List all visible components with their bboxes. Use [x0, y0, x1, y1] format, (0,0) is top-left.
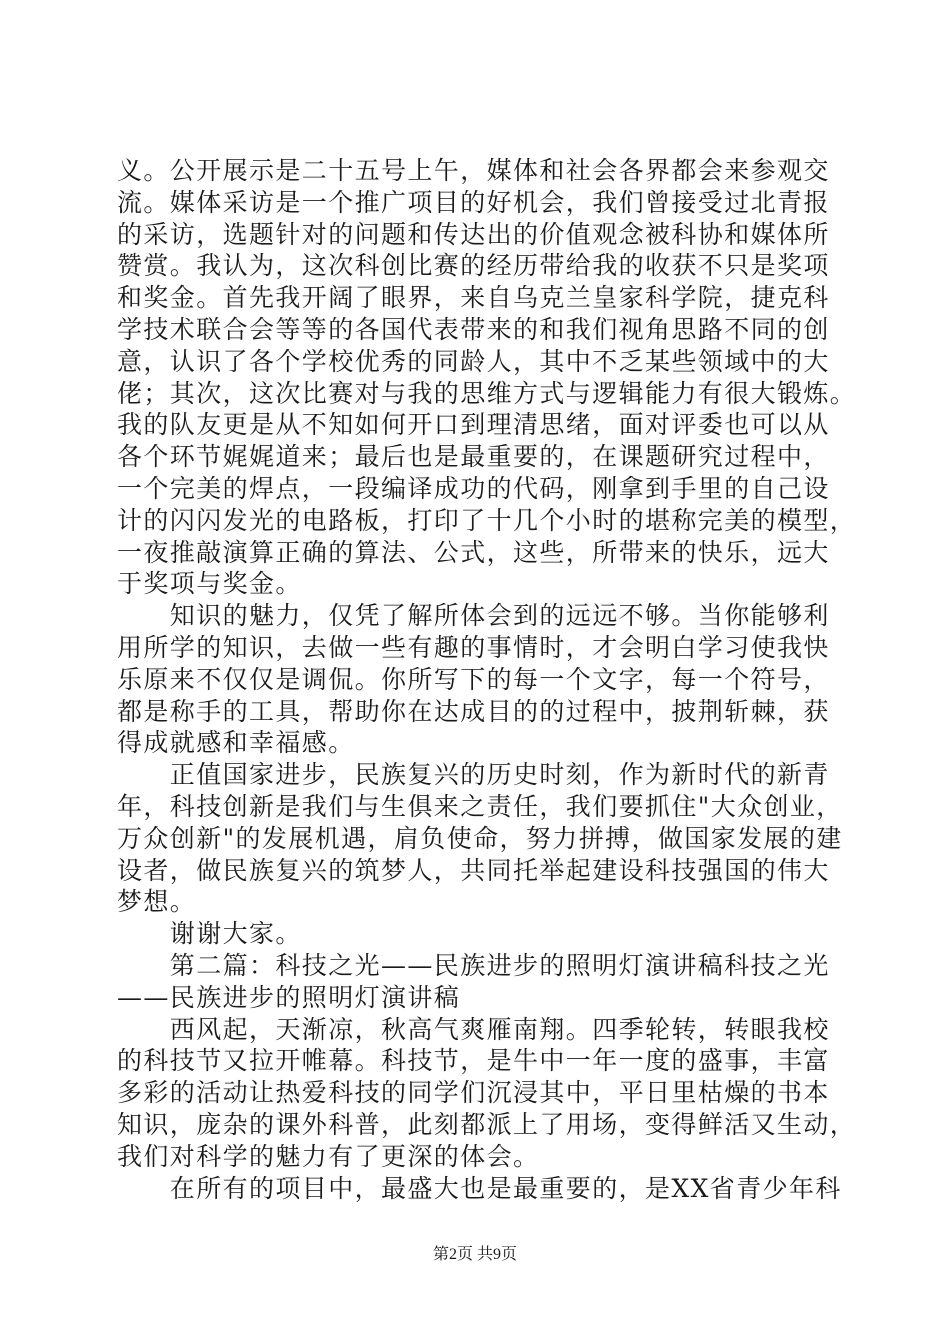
text-line: 得成就感和幸福感。 [117, 728, 355, 758]
text-line: 用所学的知识，去做一些有趣的事情时，才会明白学习使我快 [117, 632, 830, 662]
text-line: 各个环节娓娓道来；最后也是最重要的，在课题研究过程中， [117, 442, 830, 472]
page-footer [0, 1245, 950, 1265]
text-line: 知识，庞杂的课外科普，此刻都派上了用场，变得鲜活又生动， [117, 1109, 857, 1139]
text-line: 我们对科学的魅力有了更深的体会。 [117, 1141, 540, 1171]
text-line: 的采访，选题针对的问题和传达出的价值观念被科协和媒体所 [117, 219, 830, 249]
text-line: 一夜推敲演算正确的算法、公式，这些，所带来的快乐，远大 [117, 537, 830, 567]
body-text [117, 155, 857, 1204]
text-line: 万众创新"的发展机遇，肩负使命，努力拼搏，做国家发展的建 [117, 823, 843, 853]
text-line: 乐原来不仅仅是调侃。你所写下的每一个文字，每一个符号， [117, 664, 830, 694]
text-line: 正值国家进步，民族复兴的历史时刻，作为新时代的新青 [117, 760, 830, 790]
text-line: 梦想。 [117, 887, 197, 917]
text-line: 在所有的项目中，最盛大也是最重要的，是XX省青少年科 [117, 1173, 842, 1203]
text-line: 都是称手的工具，帮助你在达成目的的过程中，披荆斩棘，获 [117, 696, 830, 726]
section-heading-line: 第二篇：科技之光——民族进步的照明灯演讲稿科技之光 [117, 950, 830, 980]
text-line: 佬；其次，这次比赛对与我的思维方式与逻辑能力有很大锻炼。 [117, 378, 857, 408]
text-line: 多彩的活动让热爱科技的同学们沉浸其中，平日里枯燥的书本 [117, 1078, 830, 1108]
text-line: 意，认识了各个学校优秀的同龄人，其中不乏某些领域中的大 [117, 346, 830, 376]
text-line: 和奖金。首先我开阔了眼界，来自乌克兰皇家科学院，捷克科 [117, 283, 830, 313]
text-line: 西风起，天渐凉，秋高气爽雁南翔。四季轮转，转眼我校 [117, 1014, 830, 1044]
text-line: 一个完美的焊点，一段编译成功的代码，刚拿到手里的自己设 [117, 473, 830, 503]
section-heading-line: ——民族进步的照明灯演讲稿 [117, 982, 461, 1012]
text-line: 设者，做民族复兴的筑梦人，共同托举起建设科技强国的伟大 [117, 855, 830, 885]
text-line: 于奖项与奖金。 [117, 569, 302, 599]
text-line: 计的闪闪发光的电路板，打印了十几个小时的堪称完美的模型， [117, 505, 857, 535]
page-number: 第2页 共9页 [432, 1246, 517, 1263]
text-line: 我的队友更是从不知如何开口到理清思绪，面对评委也可以从 [117, 410, 830, 440]
text-line: 知识的魅力，仅凭了解所体会到的远远不够。当你能够利 [117, 601, 830, 631]
text-line: 流。媒体采访是一个推广项目的好机会，我们曾接受过北青报 [117, 187, 830, 217]
text-line: 年，科技创新是我们与生俱来之责任，我们要抓住"大众创业， [117, 791, 843, 821]
text-line: 义。公开展示是二十五号上午，媒体和社会各界都会来参观交 [117, 156, 830, 185]
text-line: 谢谢大家。 [117, 919, 302, 949]
text-line: 的科技节又拉开帷幕。科技节，是牛中一年一度的盛事，丰富 [117, 1046, 830, 1076]
text-line: 赞赏。我认为，这次科创比赛的经历带给我的收获不只是奖项 [117, 251, 830, 281]
text-line: 学技术联合会等等的各国代表带来的和我们视角思路不同的创 [117, 314, 830, 344]
